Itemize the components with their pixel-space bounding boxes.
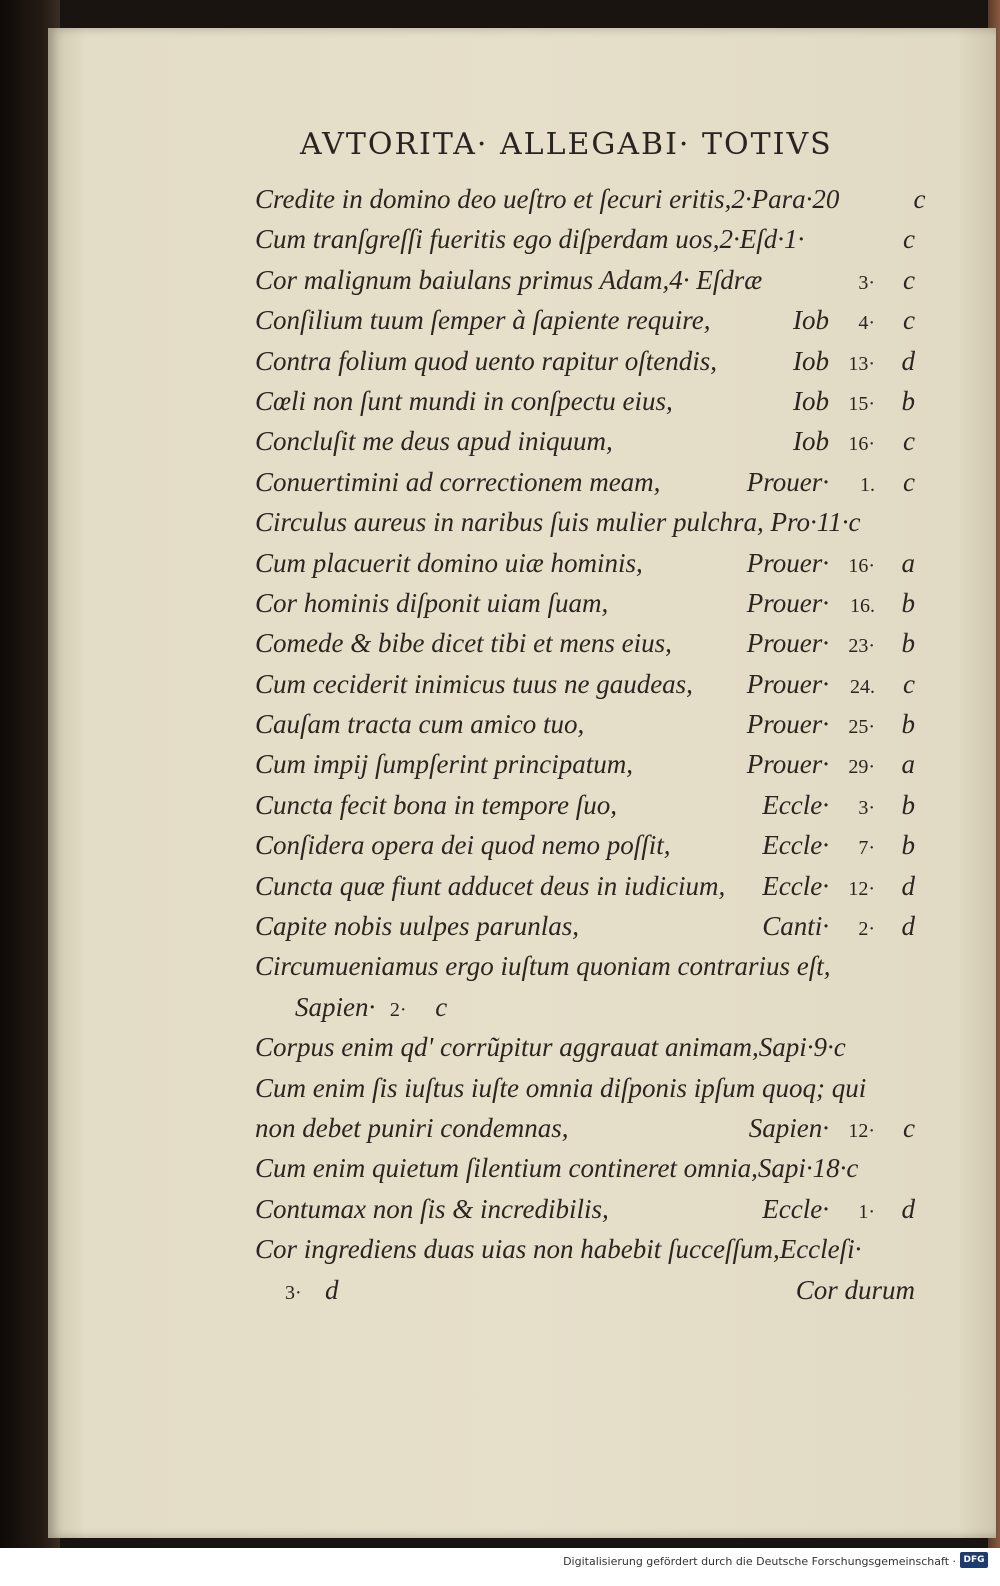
index-line: [255, 184, 926, 224]
index-entry-text: Cum impij ſumpſerint principatum,: [255, 749, 633, 780]
index-entry-chapter: 4·: [858, 312, 875, 335]
index-line: [255, 830, 915, 870]
index-line: [255, 548, 915, 588]
index-entry-text: Cum placuerit domino uiæ hominis,: [255, 547, 643, 578]
index-entry-source: Iob: [793, 426, 829, 457]
index-entry-source: Eccle·: [762, 1193, 829, 1224]
index-entry-letter: c: [435, 991, 448, 1022]
index-entry-letter: d: [901, 870, 915, 901]
index-entry-letter: b: [901, 587, 915, 618]
index-entry-source: Iob: [793, 345, 829, 376]
index-entry-chapter: 3·: [858, 271, 875, 294]
index-entry-letter: b: [901, 385, 915, 416]
index-line: [255, 992, 915, 1032]
index-entry-text: Corpus enim qd' corrũpitur aggrauat animam,Sapi·9·c: [255, 1032, 846, 1063]
index-entry-letter: d: [901, 911, 915, 942]
index-line: [255, 790, 915, 830]
index-entry-letter: a: [901, 749, 915, 780]
index-entry-letter: b: [901, 628, 915, 659]
index-entry-text: non debet puniri condemnas,: [255, 1112, 569, 1143]
index-line: [255, 669, 915, 709]
index-entry-source: Eccle·: [762, 870, 829, 901]
footer-credit: Digitalisierung gefördert durch die Deutsche Forschungsgemeinschaft ·: [563, 1555, 956, 1568]
index-entry-source: Iob: [793, 305, 829, 336]
index-line: [255, 709, 915, 749]
index-line: [255, 911, 915, 951]
catch-letter: d: [325, 1274, 339, 1305]
index-entry-source: Prouer·: [746, 466, 829, 497]
index-entry-text: Cœli non ſunt mundi in conſpectu eius,: [255, 385, 673, 416]
index-entry-text: Cor hominis diſponit uiam ſuam,: [255, 587, 609, 618]
index-entry-source: Canti·: [762, 911, 829, 942]
index-entry-chapter: 16·: [848, 554, 875, 577]
index-entry-source: Sapien·: [748, 1112, 829, 1143]
index-entry-source: Prouer·: [746, 668, 829, 699]
index-line: [255, 1234, 915, 1274]
index-entry-chapter: 2·: [389, 998, 407, 1021]
index-entry-chapter: 15·: [848, 392, 875, 415]
index-entry-letter: b: [901, 830, 915, 861]
index-entry-text: Cum enim ſis iuſtus iuſte omnia diſponis ipſum quoq; qui: [255, 1072, 867, 1103]
index-entry-letter: c: [903, 466, 915, 497]
index-entry-source: Iob: [793, 385, 829, 416]
catchword: Cor durum: [795, 1274, 915, 1305]
index-line: [255, 1194, 915, 1234]
index-entry-text: Conſilium tuum ſemper à ſapiente require,: [255, 305, 711, 336]
index-entry-text: Capite nobis uulpes parunlas,: [255, 911, 580, 942]
index-entry-letter: b: [901, 789, 915, 820]
dfg-logo: DFG: [960, 1552, 988, 1568]
index-entry-chapter: 7·: [858, 837, 875, 860]
index-entry-chapter: 3·: [858, 796, 875, 819]
index-entry-source: Prouer·: [746, 749, 829, 780]
index-entry-chapter: 1·: [858, 1200, 875, 1223]
index-entry-letter: d: [901, 1193, 915, 1224]
index-line: [255, 749, 915, 789]
index-line: [255, 224, 915, 264]
index-entry-source: Prouer·: [746, 628, 829, 659]
index-entry-source: Prouer·: [746, 587, 829, 618]
index-entry-letter: c: [913, 184, 926, 214]
index-entry-chapter: 13·: [848, 352, 875, 375]
index-entry-text: Conſidera opera dei quod nemo poſſit,: [255, 830, 671, 861]
index-entry-source: Prouer·: [746, 709, 829, 740]
index-entry-text: Circumueniamus ergo iuſtum quoniam contrarius eſt,: [255, 951, 831, 982]
index-line: [255, 1032, 915, 1072]
index-entry-text: Cuncta quæ fiunt adducet deus in iudicium,: [255, 870, 726, 901]
index-entry-chapter: 16·: [848, 433, 875, 456]
index-entry-source: Eccle·: [762, 789, 829, 820]
index-line: [255, 951, 915, 991]
index-entry-source: Eccle·: [762, 830, 829, 861]
index-line: [255, 507, 915, 547]
index-entry-chapter: 1.: [860, 473, 875, 496]
index-entry-chapter: 12·: [848, 1119, 875, 1142]
index-entry-chapter: 29·: [848, 756, 875, 779]
index-line: [255, 467, 915, 507]
index-entry-source: Prouer·: [746, 547, 829, 578]
index-entry-chapter: 2·: [858, 918, 875, 941]
index-text-block: [255, 184, 926, 1315]
index-line: [255, 588, 915, 628]
index-entry-chapter: 16.: [850, 594, 875, 617]
index-line: [255, 346, 915, 386]
index-entry-text: Circulus aureus in naribus ſuis mulier pulchra, Pro·11·c: [255, 507, 861, 538]
index-entry-letter: d: [901, 345, 915, 376]
index-entry-chapter: 24.: [850, 675, 875, 698]
index-entry-letter: c: [903, 305, 915, 336]
index-line: [255, 1153, 915, 1193]
index-entry-letter: c: [903, 668, 915, 699]
catchword-line: [255, 1275, 915, 1315]
index-entry-text: Cor malignum baiulans primus Adam,4· Eſdræ: [255, 264, 763, 295]
index-entry-text: Cor ingrediens duas uias non habebit ſucceſſum,Eccleſi·: [255, 1234, 862, 1265]
index-entry-text: Cum enim quietum ſilentium contineret omnia,Sapi·18·c: [255, 1153, 859, 1184]
index-entry-chapter: 23·: [848, 635, 875, 658]
index-line: [255, 305, 915, 345]
index-entry-text: Cum tranſgreſſi fueritis ego diſperdam uos,2·Eſd·1·: [255, 224, 805, 255]
index-entry-chapter: 25·: [848, 716, 875, 739]
index-entry-text: Cum ceciderit inimicus tuus ne gaudeas,: [255, 668, 693, 699]
running-header: AVTORITA· ALLEGABI· TOTIVS: [300, 127, 833, 162]
catch-chapter: 3·: [285, 1281, 302, 1304]
index-entry-letter: c: [903, 264, 915, 295]
index-entry-letter: c: [903, 224, 915, 255]
index-entry-text: Contra folium quod uento rapitur oſtendis,: [255, 345, 718, 376]
index-line: [255, 265, 915, 305]
index-entry-letter: c: [903, 426, 915, 457]
index-entry-letter: a: [901, 547, 915, 578]
index-line: [255, 1073, 915, 1113]
index-entry-chapter: 12·: [848, 877, 875, 900]
index-entry-text: Cauſam tracta cum amico tuo,: [255, 709, 585, 740]
index-entry-letter: b: [901, 709, 915, 740]
index-entry-text: Cuncta fecit bona in tempore ſuo,: [255, 789, 617, 820]
index-entry-text: Concluſit me deus apud iniquum,: [255, 426, 613, 457]
index-line: [255, 426, 915, 466]
index-entry-text: Credite in domino deo ueſtro et ſecuri eritis,2·Para·20: [255, 184, 840, 214]
index-entry-letter: c: [903, 1112, 915, 1143]
index-entry-text: Comede & bibe dicet tibi et mens eius,: [255, 628, 672, 659]
index-line: [255, 1113, 915, 1153]
index-line: [255, 628, 915, 668]
index-entry-text: Conuertimini ad correctionem meam,: [255, 466, 661, 497]
index-entry-text: Contumax non ſis & incredibilis,: [255, 1193, 609, 1224]
index-entry-source: Sapien·: [295, 991, 376, 1022]
index-line: [255, 871, 915, 911]
index-line: [255, 386, 915, 426]
